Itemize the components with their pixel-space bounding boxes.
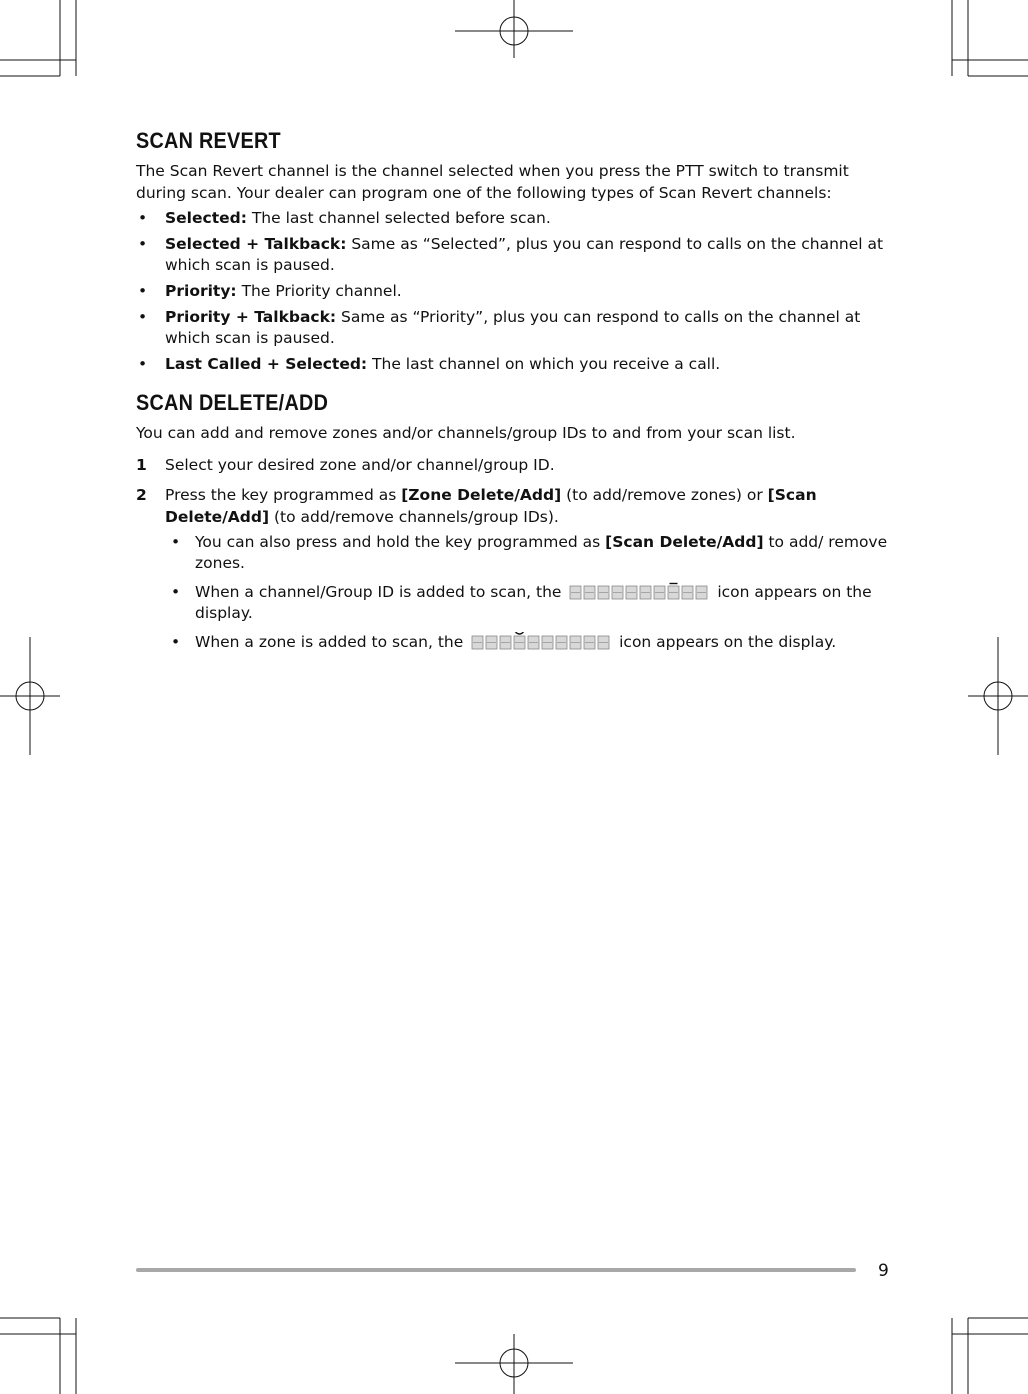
note-text-pre: When a channel/Group ID is added to scan, the <box>195 583 567 601</box>
bullet-icon: • <box>171 633 181 651</box>
lcd-channel-scan-icon <box>568 582 710 600</box>
bullet-icon: • <box>138 282 148 300</box>
bullet-icon: • <box>171 533 181 551</box>
term: Selected + Talkback: <box>165 235 347 253</box>
note-text-post: icon appears on the display. <box>614 633 837 651</box>
term: Selected: <box>165 209 247 227</box>
lcd-segment-digit <box>682 586 693 599</box>
term: Priority + Talkback: <box>165 308 337 326</box>
page-number: 9 <box>878 1261 889 1281</box>
lcd-segment-digit <box>696 586 707 599</box>
section-spacer <box>136 380 896 390</box>
list-item <box>136 281 896 302</box>
list-item <box>165 632 896 653</box>
step-number: 2 <box>136 486 147 504</box>
lcd-segment-digit <box>556 636 567 649</box>
note-text-pre: You can also press and hold the key programmed as <box>195 533 606 551</box>
key-scan-delete-add: [Scan Delete/Add] <box>165 486 817 526</box>
scan-revert-intro: The Scan Revert channel is the channel selected when you press the PTT switch to transmit during scan. Your dealer can program one of the following types of Scan Revert channels: <box>136 162 849 202</box>
footer-rule <box>136 1268 856 1272</box>
bullet-icon: • <box>138 209 148 227</box>
step-2-notes <box>165 532 896 653</box>
lcd-segment-digit <box>612 586 623 599</box>
note-text-post: icon appears on the display. <box>195 583 872 622</box>
lcd-segment-digit <box>584 636 595 649</box>
description: Same as “Selected”, plus you can respond to calls on the channel at which scan is paused. <box>165 235 884 274</box>
list-item <box>165 582 896 624</box>
lcd-segment-digit <box>640 586 651 599</box>
lcd-segment-digit <box>668 586 679 599</box>
step-text-pre: Press the key programmed as <box>165 486 402 504</box>
page-content <box>136 128 896 661</box>
lcd-segment-digit <box>528 636 539 649</box>
step-text-post: (to add/remove channels/group IDs). <box>269 508 559 526</box>
lcd-segment-digit <box>486 636 497 649</box>
term: Priority: <box>165 282 237 300</box>
description: The last channel on which you receive a call. <box>367 355 721 373</box>
lcd-segment-digit <box>472 636 483 649</box>
description: The last channel selected before scan. <box>246 209 551 227</box>
bullet-icon: • <box>138 308 148 326</box>
key-zone-delete-add: [Zone Delete/Add] <box>401 486 562 504</box>
list-item <box>136 234 896 276</box>
lcd-segment-digit <box>598 586 609 599</box>
lcd-segment-digit <box>570 636 581 649</box>
lcd-segment-digit <box>570 586 581 599</box>
lcd-zone-scan-icon <box>470 632 612 650</box>
step-number: 1 <box>136 456 147 474</box>
step-text: Select your desired zone and/or channel/group ID. <box>165 456 555 474</box>
step-2 <box>136 484 896 653</box>
description: Same as “Priority”, plus you can respond to calls on the channel at which scan is paused. <box>165 308 861 347</box>
lcd-segment-digit <box>514 636 525 649</box>
step-1 <box>136 454 896 476</box>
lcd-segment-digit <box>598 636 609 649</box>
list-item <box>136 307 896 349</box>
description: The Priority channel. <box>236 282 402 300</box>
note-text-post: to add/ remove zones. <box>195 533 888 572</box>
lcd-segment-digit <box>654 586 665 599</box>
key-scan-delete-add: [Scan Delete/Add] <box>605 533 764 551</box>
list-item <box>136 354 896 375</box>
lcd-segment-digit <box>584 586 595 599</box>
lcd-segment-digit <box>542 636 553 649</box>
bullet-icon: • <box>138 355 148 373</box>
list-item <box>165 532 896 574</box>
term: Last Called + Selected: <box>165 355 368 373</box>
scan-indicator-mark <box>516 632 524 634</box>
lcd-segment-digit <box>500 636 511 649</box>
lcd-segment-digit <box>626 586 637 599</box>
bullet-icon: • <box>138 235 148 253</box>
step-text-mid: (to add/remove zones) or <box>561 486 768 504</box>
scan-delete-add-intro: You can add and remove zones and/or channels/group IDs to and from your scan list. <box>136 424 796 442</box>
scan-revert-types-list <box>136 208 896 375</box>
section-heading-scan-delete-add: SCAN DELETE/ADD <box>136 390 329 415</box>
note-text-pre: When a zone is added to scan, the <box>195 633 469 651</box>
list-item <box>136 208 896 229</box>
section-heading-scan-revert: SCAN REVERT <box>136 128 281 153</box>
bullet-icon: • <box>171 583 181 601</box>
